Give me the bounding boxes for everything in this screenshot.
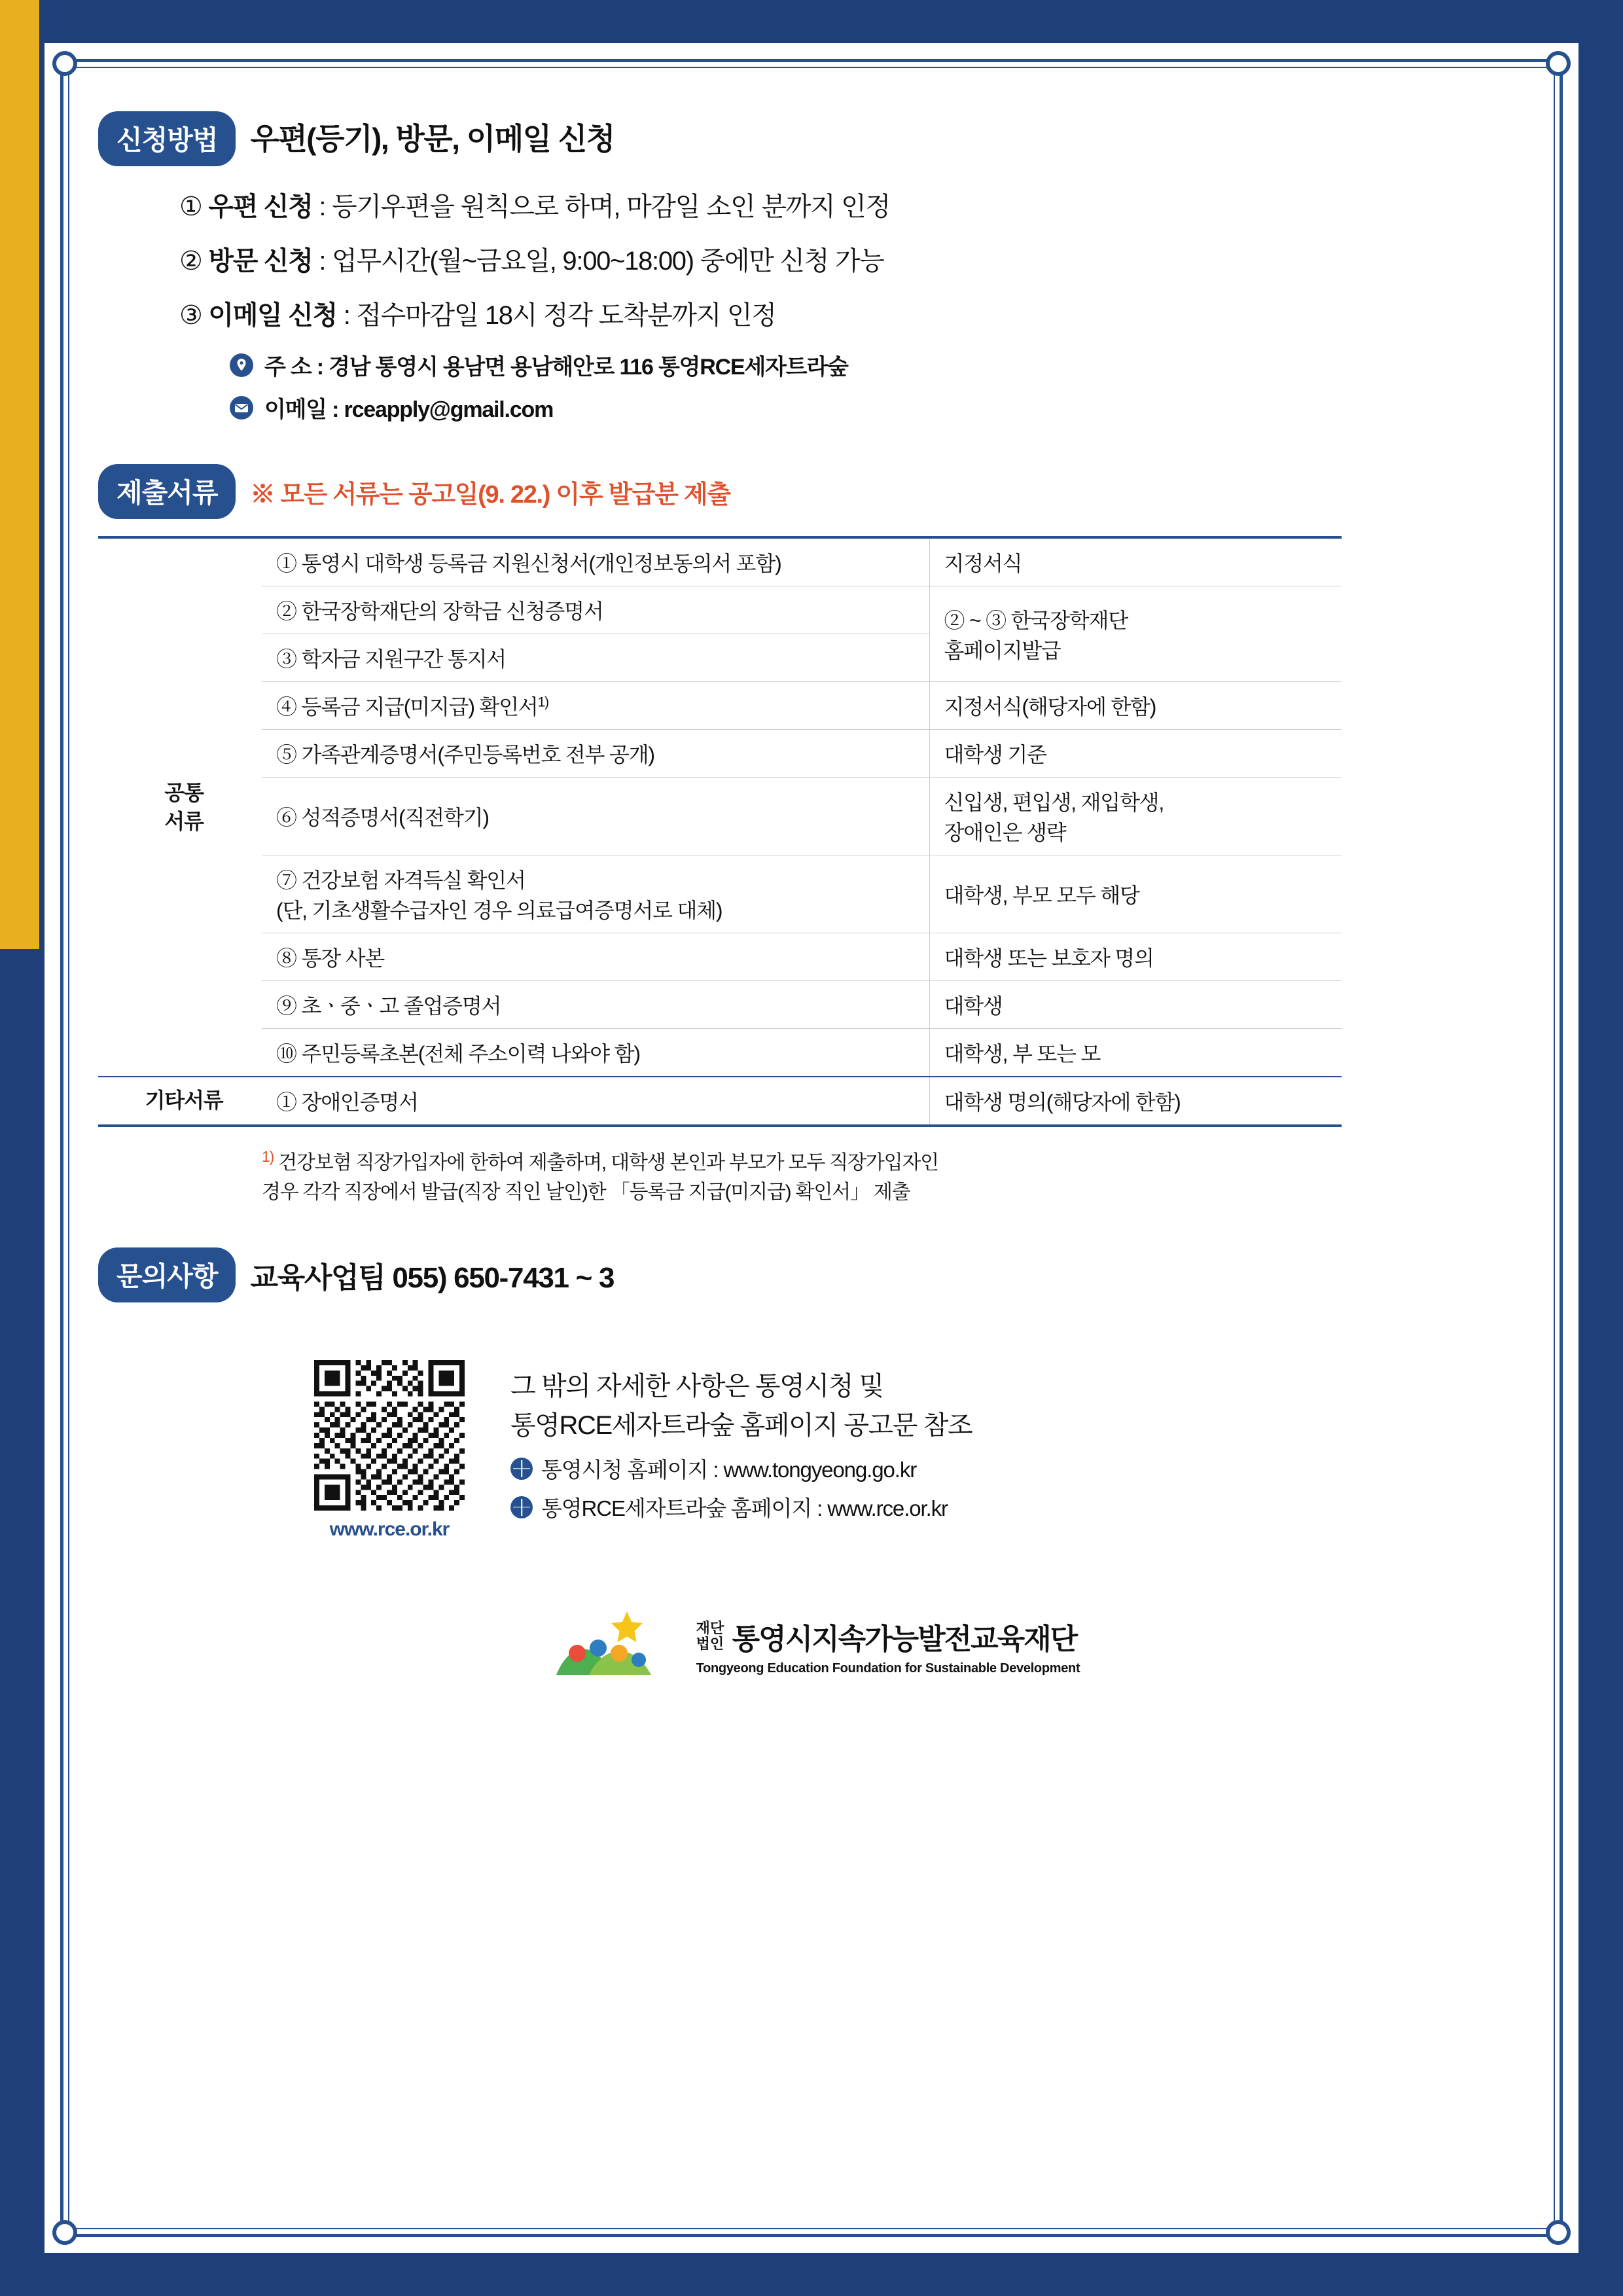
apply-method-title: 우편(등기), 방문, 이메일 신청	[250, 122, 615, 156]
document-name: ④ 등록금 지급(미지급) 확인서$^{1)}$	[262, 682, 929, 730]
table-row	[98, 537, 1342, 586]
document-name: ⑨ 초ㆍ중ㆍ고 졸업증명서	[262, 981, 929, 1029]
table-row	[98, 981, 1342, 1029]
document-note: 대학생 또는 보호자 명의	[929, 933, 1342, 981]
documents-section-header	[98, 464, 1525, 519]
document-note: 대학생 명의(해당자에 한함)	[929, 1077, 1342, 1126]
logo-text-box	[696, 1615, 1080, 1676]
document-name: ① 장애인증명서	[262, 1077, 929, 1126]
apply-method-section	[98, 111, 1525, 166]
table-row	[98, 855, 1342, 933]
table-row	[98, 1029, 1342, 1077]
contact-block	[229, 349, 1525, 423]
logo-english: Tongyeong Education Foundation for Sustainable Development	[696, 1660, 1080, 1676]
documents-note: ※ 모든 서류는 공고일(9. 22.) 이후 발급분 제출	[250, 480, 730, 509]
corner-dot-top-left	[52, 51, 77, 76]
document-note: 지정서식(해당자에 한함)	[929, 682, 1342, 730]
document-name: ⑦ 건강보험 자격득실 확인서 (단, 기초생활수급자인 경우 의료급여증명서로 대체)	[262, 855, 929, 933]
document-name: ② 한국장학재단의 장학금 신청증명서	[262, 586, 929, 634]
globe-icon	[510, 1496, 533, 1518]
document-note: 신입생, 편입생, 재입학생, 장애인은 생략	[929, 778, 1342, 855]
document-note: ② ~ ③ 한국장학재단 홈페이지발급	[929, 586, 1342, 682]
inquiry-label: 문의사항	[98, 1247, 236, 1302]
gold-accent-bar	[0, 0, 39, 949]
document-note: 지정서식	[929, 537, 1342, 586]
apply-method-label: 신청방법	[98, 111, 236, 166]
globe-icon	[510, 1458, 533, 1480]
apply-method-item: ① 우편 신청 : 등기우편을 원칙으로 하며, 마감일 소인 분까지 인정	[179, 192, 890, 221]
footnote-text: 건강보험 직장가입자에 한하여 제출하며, 대학생 본인과 부모가 모두 직장가입자인 경우 각각 직장에서 발급(직장 직인 날인)한 「등록금 지급(미지급) 확인서」 제출	[262, 1152, 938, 1203]
qr-code-image	[314, 1360, 465, 1511]
corner-dot-top-right	[1546, 51, 1571, 76]
document-name: ⑤ 가족관계증명서(주민등록번호 전부 공개)	[262, 730, 929, 778]
document-name: ③ 학자금 지원구간 통지서	[262, 634, 929, 682]
site-link-tongyeong[interactable]	[510, 1453, 972, 1484]
qr-caption: www.rce.or.kr	[329, 1518, 450, 1540]
apply-method-list	[179, 186, 1525, 332]
apply-method-item: ② 방문 신청 : 업무시간(월~금요일, 9:00~18:00) 중에만 신청 가능	[179, 247, 884, 276]
document-name: ⑩ 주민등록초본(전체 주소이력 나와야 함)	[262, 1029, 929, 1077]
document-note: 대학생	[929, 981, 1342, 1029]
documents-label: 제출서류	[98, 464, 236, 519]
document-note: 대학생, 부 또는 모	[929, 1029, 1342, 1077]
site-link-rce[interactable]	[510, 1492, 972, 1522]
inquiry-text: 교육사업팀 055) 650-7431 ~ 3	[250, 1262, 615, 1294]
document-name: ⑥ 성적증명서(직전학기)	[262, 778, 929, 855]
email-line	[229, 391, 1525, 423]
table-row	[98, 586, 1342, 634]
logo-prefix: 재단 법인	[696, 1620, 724, 1652]
document-name: ① 통영시 대학생 등록금 지원신청서(개인정보동의서 포함)	[262, 537, 929, 586]
table-row	[98, 1077, 1342, 1126]
footnote-marker: 1)	[262, 1148, 274, 1165]
site-link-text: 통영시청 홈페이지 : www.tongyeong.go.kr	[541, 1458, 917, 1482]
footnote-text-block	[262, 1145, 1525, 1207]
email-text: 이메일 : rceapply@gmail.com	[264, 397, 554, 422]
table-row	[98, 730, 1342, 778]
category-other: 기타서류	[98, 1077, 262, 1126]
table-row	[98, 682, 1342, 730]
qr-section	[98, 1360, 1525, 1541]
document-note: 대학생, 부모 모두 해당	[929, 855, 1342, 933]
document-note: 대학생 기준	[929, 730, 1342, 778]
qr-text-block	[510, 1360, 972, 1522]
apply-method-item: ③ 이메일 신청 : 접수마감일 18시 정각 도착분까지 인정	[179, 301, 776, 330]
address-text: 주 소 : 경남 통영시 용남면 용남해안로 116 통영RCE세자트라숲	[264, 355, 848, 380]
foundation-logo	[98, 1606, 1525, 1685]
footnote-marker: 1)	[537, 694, 548, 710]
logo-mark-icon	[543, 1606, 681, 1685]
address-line	[229, 349, 1525, 381]
qr-box	[308, 1360, 471, 1541]
qr-heading: 그 밖의 자세한 사항은 통영시청 및 통영RCE세자트라숲 홈페이지 공고문 참조	[510, 1372, 972, 1440]
logo-name: 통영시지속가능발전교육재단	[732, 1623, 1077, 1655]
document-content	[98, 111, 1525, 2198]
table-row	[98, 933, 1342, 981]
corner-dot-bottom-left	[52, 2220, 77, 2245]
envelope-icon	[229, 395, 254, 420]
site-link-text: 통영RCE세자트라숲 홈페이지 : www.rce.or.kr	[541, 1496, 948, 1520]
documents-table	[98, 536, 1342, 1127]
document-name: ⑧ 통장 사본	[262, 933, 929, 981]
inquiry-section	[98, 1247, 1525, 1302]
table-row	[98, 778, 1342, 855]
category-common: 공통 서류	[98, 537, 262, 1077]
corner-dot-bottom-right	[1546, 2220, 1571, 2245]
location-pin-icon	[229, 353, 254, 378]
